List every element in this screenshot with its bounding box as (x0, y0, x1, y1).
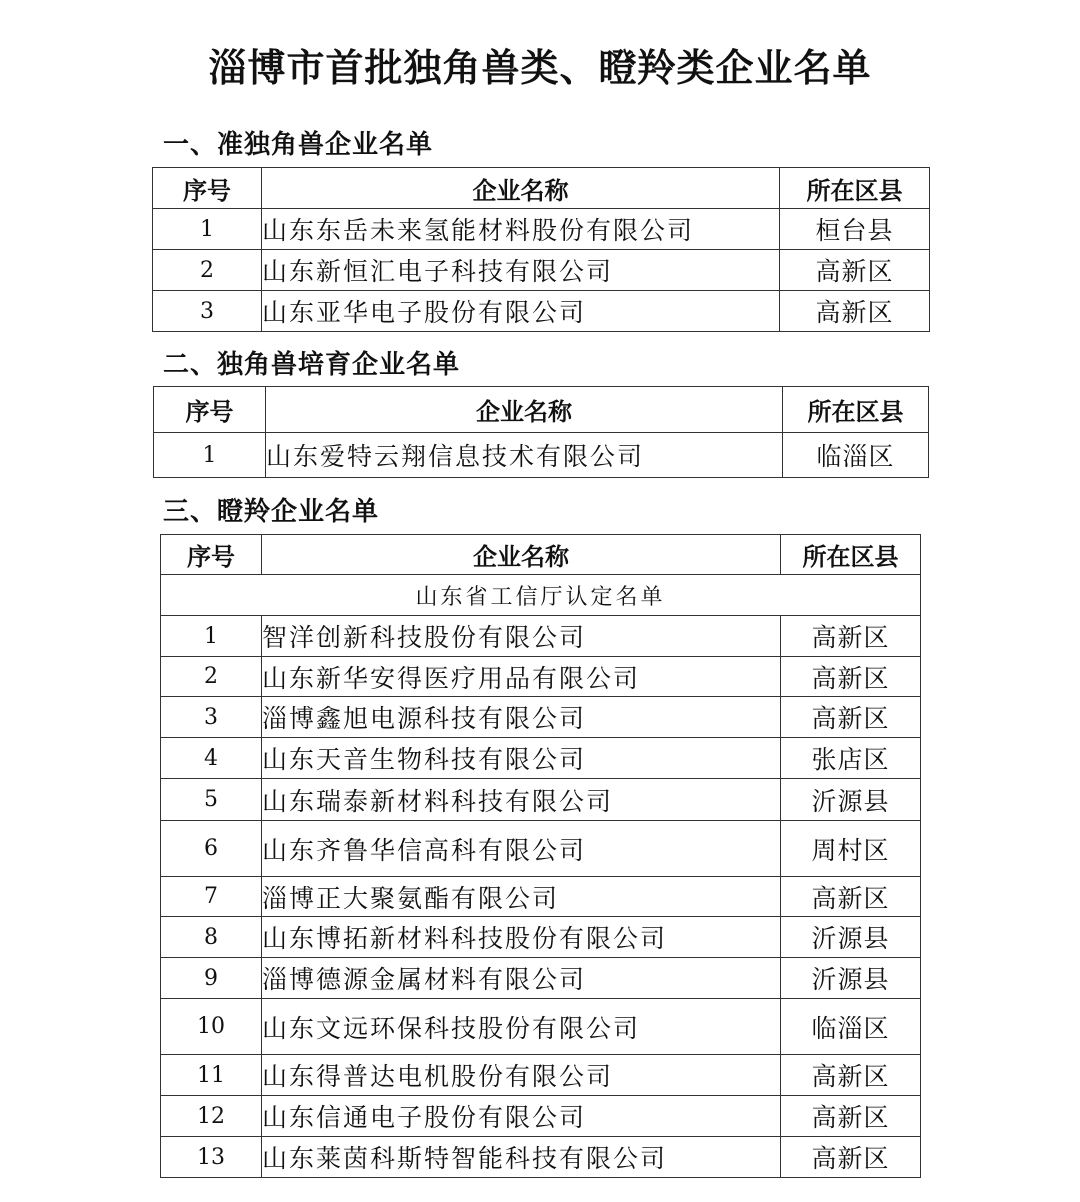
table-row (161, 657, 921, 697)
row-company-name: 山东文远环保科技股份有限公司 (262, 999, 781, 1055)
column-header-area: 所在区县 (781, 535, 921, 575)
column-header-index: 序号 (154, 387, 266, 433)
row-company-name: 淄博德源金属材料有限公司 (262, 958, 781, 999)
row-index: 2 (161, 657, 262, 697)
table-row (161, 616, 921, 657)
row-company-name: 山东博拓新材料科技股份有限公司 (262, 917, 781, 958)
row-area: 高新区 (781, 616, 921, 657)
row-area: 桓台县 (780, 209, 930, 250)
row-index: 11 (161, 1055, 262, 1096)
row-index: 4 (161, 738, 262, 779)
table-row (153, 291, 930, 332)
table-row (161, 738, 921, 779)
row-company-name: 淄博鑫旭电源科技有限公司 (262, 697, 781, 738)
row-area: 高新区 (781, 1137, 921, 1178)
table-row (161, 697, 921, 738)
row-company-name: 山东瑞泰新材料科技有限公司 (262, 779, 781, 821)
table-row (161, 999, 921, 1055)
row-area: 沂源县 (781, 779, 921, 821)
table-row (161, 877, 921, 917)
row-area: 高新区 (780, 250, 930, 291)
table-subheading: 山东省工信厅认定名单 (161, 575, 921, 616)
table-row (161, 1055, 921, 1096)
table-row (161, 1137, 921, 1178)
row-company-name: 山东莱茵科斯特智能科技有限公司 (262, 1137, 781, 1178)
row-index: 13 (161, 1137, 262, 1178)
row-area: 高新区 (781, 697, 921, 738)
row-area: 高新区 (780, 291, 930, 332)
row-index: 6 (161, 821, 262, 877)
section-heading-quasi-unicorn: 一、准独角兽企业名单 (163, 130, 434, 160)
row-company-name: 山东新华安得医疗用品有限公司 (262, 657, 781, 697)
row-company-name: 山东得普达电机股份有限公司 (262, 1055, 781, 1096)
row-index: 1 (161, 616, 262, 657)
row-area: 临淄区 (781, 999, 921, 1055)
row-index: 3 (161, 697, 262, 738)
row-company-name: 山东天音生物科技有限公司 (262, 738, 781, 779)
row-index: 1 (153, 209, 262, 250)
row-company-name: 智洋创新科技股份有限公司 (262, 616, 781, 657)
quasi-unicorn-table (152, 167, 930, 332)
table-row (154, 433, 929, 478)
column-header-area: 所在区县 (780, 168, 930, 209)
column-header-name: 企业名称 (262, 535, 781, 575)
gazelle-table (160, 534, 921, 1178)
table-row (153, 250, 930, 291)
row-area: 张店区 (781, 738, 921, 779)
table-header-row (154, 387, 929, 433)
table-header-row (153, 168, 930, 209)
section-heading-unicorn-incubation: 二、独角兽培育企业名单 (163, 350, 461, 380)
row-index: 5 (161, 779, 262, 821)
row-company-name: 山东东岳未来氢能材料股份有限公司 (262, 209, 780, 250)
row-index: 8 (161, 917, 262, 958)
row-area: 高新区 (781, 1055, 921, 1096)
row-company-name: 山东爱特云翔信息技术有限公司 (266, 433, 783, 478)
table-row (161, 821, 921, 877)
row-area: 周村区 (781, 821, 921, 877)
row-area: 临淄区 (783, 433, 929, 478)
row-company-name: 山东信通电子股份有限公司 (262, 1096, 781, 1137)
row-company-name: 山东新恒汇电子科技有限公司 (262, 250, 780, 291)
document-title: 淄博市首批独角兽类、瞪羚类企业名单 (208, 46, 872, 90)
row-index: 2 (153, 250, 262, 291)
column-header-area: 所在区县 (783, 387, 929, 433)
column-header-index: 序号 (161, 535, 262, 575)
row-area: 沂源县 (781, 917, 921, 958)
row-index: 1 (154, 433, 266, 478)
table-row (161, 1096, 921, 1137)
row-company-name: 山东亚华电子股份有限公司 (262, 291, 780, 332)
section-heading-gazelle: 三、瞪羚企业名单 (163, 497, 380, 527)
row-index: 9 (161, 958, 262, 999)
table-header-row (161, 535, 921, 575)
table-row (153, 209, 930, 250)
table-row (161, 958, 921, 999)
column-header-name: 企业名称 (266, 387, 783, 433)
table-subheading-row (161, 575, 921, 616)
row-area: 高新区 (781, 1096, 921, 1137)
row-area: 高新区 (781, 877, 921, 917)
row-company-name: 淄博正大聚氨酯有限公司 (262, 877, 781, 917)
table-row (161, 779, 921, 821)
row-area: 高新区 (781, 657, 921, 697)
row-index: 10 (161, 999, 262, 1055)
column-header-name: 企业名称 (262, 168, 780, 209)
column-header-index: 序号 (153, 168, 262, 209)
row-company-name: 山东齐鲁华信高科有限公司 (262, 821, 781, 877)
unicorn-incubation-table (153, 386, 929, 478)
row-index: 3 (153, 291, 262, 332)
table-row (161, 917, 921, 958)
row-index: 12 (161, 1096, 262, 1137)
row-index: 7 (161, 877, 262, 917)
row-area: 沂源县 (781, 958, 921, 999)
